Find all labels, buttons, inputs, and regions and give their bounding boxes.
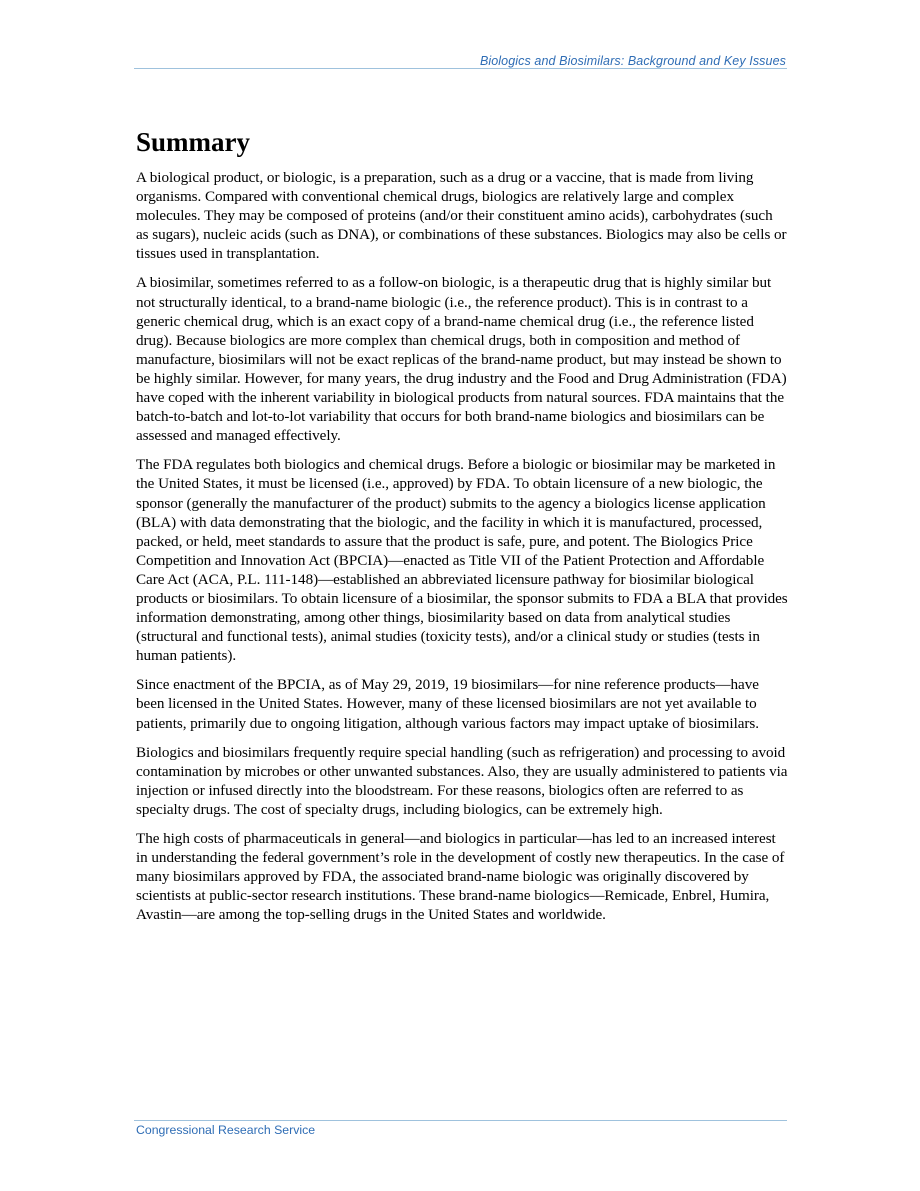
- header-divider: [134, 68, 787, 69]
- paragraph-1: A biological product, or biologic, is a preparation, such as a drug or a vaccine, that is made from living organisms. Compared with conventional chemical drugs, biologics are relatively large and complex molecules. They may be composed of proteins (and/or their constituent amino acids), carbohydrates (such as sugars), nucleic acids (such as DNA), or combinations of these substances. Biologics may also be cells or tissues used in transplantation.: [136, 169, 787, 263]
- paragraph-3: The FDA regulates both biologics and chemical drugs. Before a biologic or biosimilar may be marketed in the United States, it must be licensed (i.e., approved) by FDA. To obtain licensure of a new biologic, the sponsor (generally the manufacturer of the product) submits to the agency a biologics license application (BLA) with data demonstrating that the biologic, and the facility in which it is manufactured, processed, packed, or held, meet standards to assure that the product is safe, pure, and potent. The Biologics Price Competition and Innovation Act (BPCIA)—enacted as Title VII of the Patient Protection and Affordable Care Act (ACA, P.L. 111-148)—established an abbreviated licensure pathway for biosimilar biological products or biosimilars. To obtain licensure of a biosimilar, the sponsor submits to FDA a BLA that provides information demonstrating, among other things, biosimilarity based on data from analytical studies (structural and functional tests), animal studies (toxicity tests), and/or a clinical study or studies (tests in human patients).: [136, 456, 788, 665]
- paragraph-2: A biosimilar, sometimes referred to as a follow-on biologic, is a therapeutic drug that is highly similar but not structurally identical, to a brand-name biologic (i.e., the reference product). This is in contrast to a generic chemical drug, which is an exact copy of a brand-name chemical drug (i.e., the reference listed drug). Because biologics are more complex than chemical drugs, both in composition and method of manufacture, biosimilars will not be exact replicas of the brand-name product, but may instead be shown to be highly similar. However, for many years, the drug industry and the Food and Drug Administration (FDA) have coped with the inherent variability in biological products from natural sources. FDA maintains that the batch-to-batch and lot-to-lot variability that occurs for both brand-name biologics and biosimilars can be assessed and managed effectively.: [136, 274, 787, 445]
- running-header-title: Biologics and Biosimilars: Background and Key Issues: [479, 54, 786, 68]
- paragraph-5: Biologics and biosimilars frequently require special handling (such as refrigeration) and processing to avoid contamination by microbes or other unwanted substances. Also, they are usually administered to patients via injection or infused directly into the bloodstream. For these reasons, biologics often are referred to as specialty drugs. The cost of specialty drugs, including biologics, can be extremely high.: [136, 743, 788, 818]
- footer-divider: [134, 1120, 787, 1121]
- footer-organization: Congressional Research Service: [136, 1123, 316, 1137]
- summary-section: [136, 122, 788, 934]
- paragraph-6: The high costs of pharmaceuticals in general—and biologics in particular—has led to an increased interest in understanding the federal government’s role in the development of costly new therapeutics. In the case of many biosimilars approved by FDA, the associated brand-name biologic was originally discovered by scientists at public-sector research institutions. These brand-name biologics—Remicade, Enbrel, Humira, Avastin—are among the top-selling drugs in the United States and worldwide.: [136, 830, 785, 924]
- paragraph-4: Since enactment of the BPCIA, as of May 29, 2019, 19 biosimilars—for nine reference products—have been licensed in the United States. However, many of these licensed biosimilars are not yet available to patients, primarily due to ongoing litigation, although various factors may impact uptake of biosimilars.: [136, 676, 759, 732]
- section-heading: Summary: [136, 127, 250, 157]
